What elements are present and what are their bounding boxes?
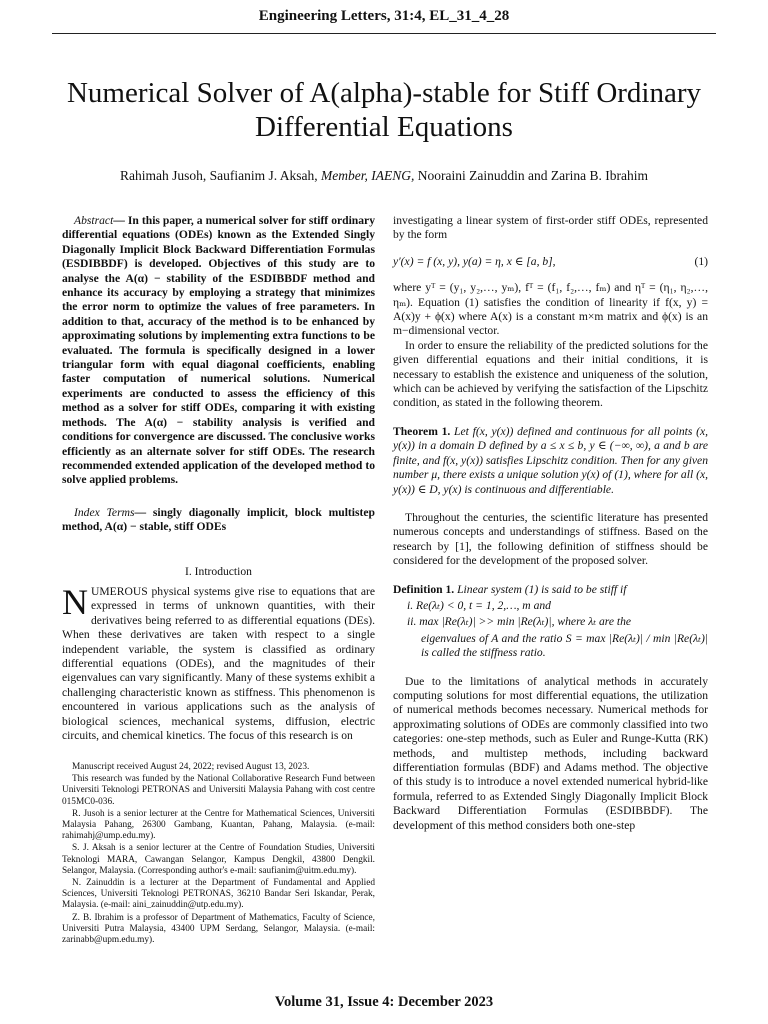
abstract-label: Abstract bbox=[74, 214, 114, 227]
section-heading-introduction: I. Introduction bbox=[185, 564, 252, 578]
introduction-paragraph bbox=[62, 581, 375, 743]
paragraph: Throughout the centuries, the scientific literature has presented numerous concepts and understandings of stiffness. Based on the research by [1], the following definition of stiffness should be considered for the development of the proposed solver. bbox=[393, 510, 708, 568]
abstract-text: — In this paper, a numerical solver for stiff ordinary differential equations (ODEs) known as the Extended Singly Diagonally Implicit Block Backward Differentiation Formulas (ESDIBBDF) is developed. Objectives of this study are to analyse the A(α) − stability of the ESDIBBDF method and enhance its accuracy by employing a strategy that minimizes the error norm to optimize the values of free parameters. In addition to that, accuracy of the method is to be enhanced by approximating solutions by implementing extra functions to be evaluated. The formula is specifically designed in a lower triangular form with equal diagonal coefficients, enabling faster computation of numerical solutions. Numerical experiments are conducted to assess the efficiency of this method as a solver for stiff ODEs, comparing it with existing methods. The A(α) − stability analysis is verified and conditions for convergence are discussed. The conclusive works efficiently as an alternate solver for stiff ODEs. The research recommended extended application of the developed method to solve applied problems. bbox=[62, 214, 375, 487]
author-names-a: Rahimah Jusoh, Saufianim J. Aksah, bbox=[120, 168, 322, 183]
definition-item-ii-continued: eigenvalues of A and the ratio S = max |Re(λₜ)| / min |Re(λₜ)| is called the stiffness ratio. bbox=[421, 631, 708, 660]
definition-1 bbox=[393, 583, 708, 597]
definition-label: Definition 1. bbox=[393, 582, 455, 596]
paragraph: Due to the limitations of analytical methods in accurately computing solutions for most differential equations, the utilization of numerical methods becomes necessary. Numerical methods for approximating solutions of ODEs are commonly classified into two categories: one-step methods, such as Euler and Runge-Kutta (RK) methods, and multistep methods, including backward differentiation formulas (BDF) and Adams method. The objective of this study is to introduce a novel extended numerical hybrid-like formula, referred to as Extended Singly Diagonally Implicit Block Backward Differentiation Formulas (ESDIBBDF). The development of this method considers both one-step bbox=[393, 674, 708, 832]
footnote: S. J. Aksah is a senior lecturer at the Centre of Foundation Studies, Universiti Teknologi MARA, Cawangan Selangor, Kampus Dengkil, 43800 Dengkil. Selangor, Malaysia. (Corresponding author's e-mail: saufianim@uitm.edu.my). bbox=[62, 843, 375, 876]
introduction-text: UMEROUS physical systems give rise to equations that are expressed in terms of unknown quantities, with their derivatives being referred to as differential equations (DEs). When these derivatives are taken with respect to a single independent variable, the system is classified as ordinary differential equations (ODEs), and the magnitudes of their eigenvalues can vary significantly. Many of these systems exhibit a challenging characteristic known as stiffness. This phenomenon is encountered in various applications such as the analysis of biological sciences, mechanical systems, diffusion, electric circuits, and chemical kinetics. The focus of this research is on bbox=[62, 584, 375, 742]
equation-1 bbox=[393, 255, 708, 269]
abstract bbox=[62, 214, 375, 488]
paragraph: investigating a linear system of first-order stiff ODEs, represented by the form bbox=[393, 214, 708, 242]
volume-footer: Volume 31, Issue 4: December 2023 bbox=[274, 994, 494, 1010]
definition-item-ii: ii. max |Re(λₜ)| >> min |Re(λₜ)|, where λₜ are the bbox=[407, 615, 632, 629]
footnote: Manuscript received August 24, 2022; revised August 13, 2023. bbox=[72, 762, 310, 772]
footnotes bbox=[62, 762, 375, 947]
author-membership: Member, IAENG, bbox=[321, 168, 415, 183]
index-terms-text: — singly diagonally implicit, block multistep method, A(α) − stable, stiff ODEs bbox=[62, 505, 375, 534]
paragraph: where yᵀ = (y₁, y₂,…, yₘ), fᵀ = (f₁, f₂,…, fₘ) and ηᵀ = (η₁, η₂,…, ηₘ). Equation (1) satisfies the condition of linearity if f(x, y) = A(x)y + ϕ(x) where A(x) is a constant m×m matrix and ϕ(x) is an m−dimensional vector. bbox=[393, 281, 708, 338]
theorem-text: Let f(x, y(x)) defined and continuous for all points (x, y(x)) in a domain D defined by a ≤ x ≤ b, y ∈ (−∞, ∞), a and b are finite, and f(x, y(x)) satisfies Lipschitz condition. Then for any given number μ, there exists a unique solution y(x) of (1), where for all (x, y(x)) ∈ D, y(x) is continuous and differentiable. bbox=[393, 424, 708, 496]
footnote: N. Zainuddin is a lecturer at the Department of Fundamental and Applied Sciences, Universiti Teknologi PETRONAS, 36210 Bandar Seri Iskandar, Perak, Malaysia. (e-mail: aini_zainuddin@utp.edu.my). bbox=[62, 878, 375, 911]
author-names-b: Nooraini Zainuddin and Zarina B. Ibrahim bbox=[414, 168, 648, 183]
left-column bbox=[62, 214, 375, 743]
theorem-label: Theorem 1. bbox=[393, 424, 451, 438]
index-terms-label: Index Terms bbox=[74, 505, 135, 519]
definition-text: Linear system (1) is said to be stiff if bbox=[454, 582, 627, 596]
paper-title: Numerical Solver of A(alpha)-stable for Stiff Ordinary Differential Equations bbox=[66, 77, 702, 143]
footnote: R. Jusoh is a senior lecturer at the Centre for Mathematical Sciences, Universiti Malaysia Pahang, 26300 Gambang, Kuantan, Pahang, Malaysia. (e-mail: rahimahj@ump.edu.my). bbox=[62, 808, 375, 842]
right-column bbox=[393, 214, 708, 833]
footnote: This research was funded by the National Collaborative Research Fund between Universiti Teknologi PETRONAS and Universiti Malaysia Pahang with cost centre 015MC0-036. bbox=[62, 774, 375, 807]
journal-header: Engineering Letters, 31:4, EL_31_4_28 bbox=[258, 8, 510, 24]
equation-body: y′(x) = f (x, y), y(a) = η, x ∈ [a, b], bbox=[393, 254, 556, 268]
paragraph: In order to ensure the reliability of the predicted solutions for the given differential equations and their initial conditions, it is necessary to establish the existence and uniqueness of the solution, which can be achieved by verifying the satisfaction of the Lipschitz condition, as stated in the following theorem. bbox=[393, 338, 708, 410]
header-rule bbox=[52, 33, 716, 34]
footnote: Z. B. Ibrahim is a professor of Department of Mathematics, Faculty of Science, Universiti Putra Malaysia, 43400 UPM Serdang, Selangor, Malaysia. (e-mail: zarinabb@upm.edu.my). bbox=[62, 912, 375, 946]
drop-cap: N bbox=[62, 581, 88, 622]
theorem-1 bbox=[393, 425, 708, 497]
author-list bbox=[40, 168, 728, 184]
equation-number: (1) bbox=[694, 254, 708, 268]
definition-item-i: i. Re(λₜ) < 0, t = 1, 2,…, m and bbox=[407, 598, 551, 612]
index-terms bbox=[62, 506, 375, 535]
